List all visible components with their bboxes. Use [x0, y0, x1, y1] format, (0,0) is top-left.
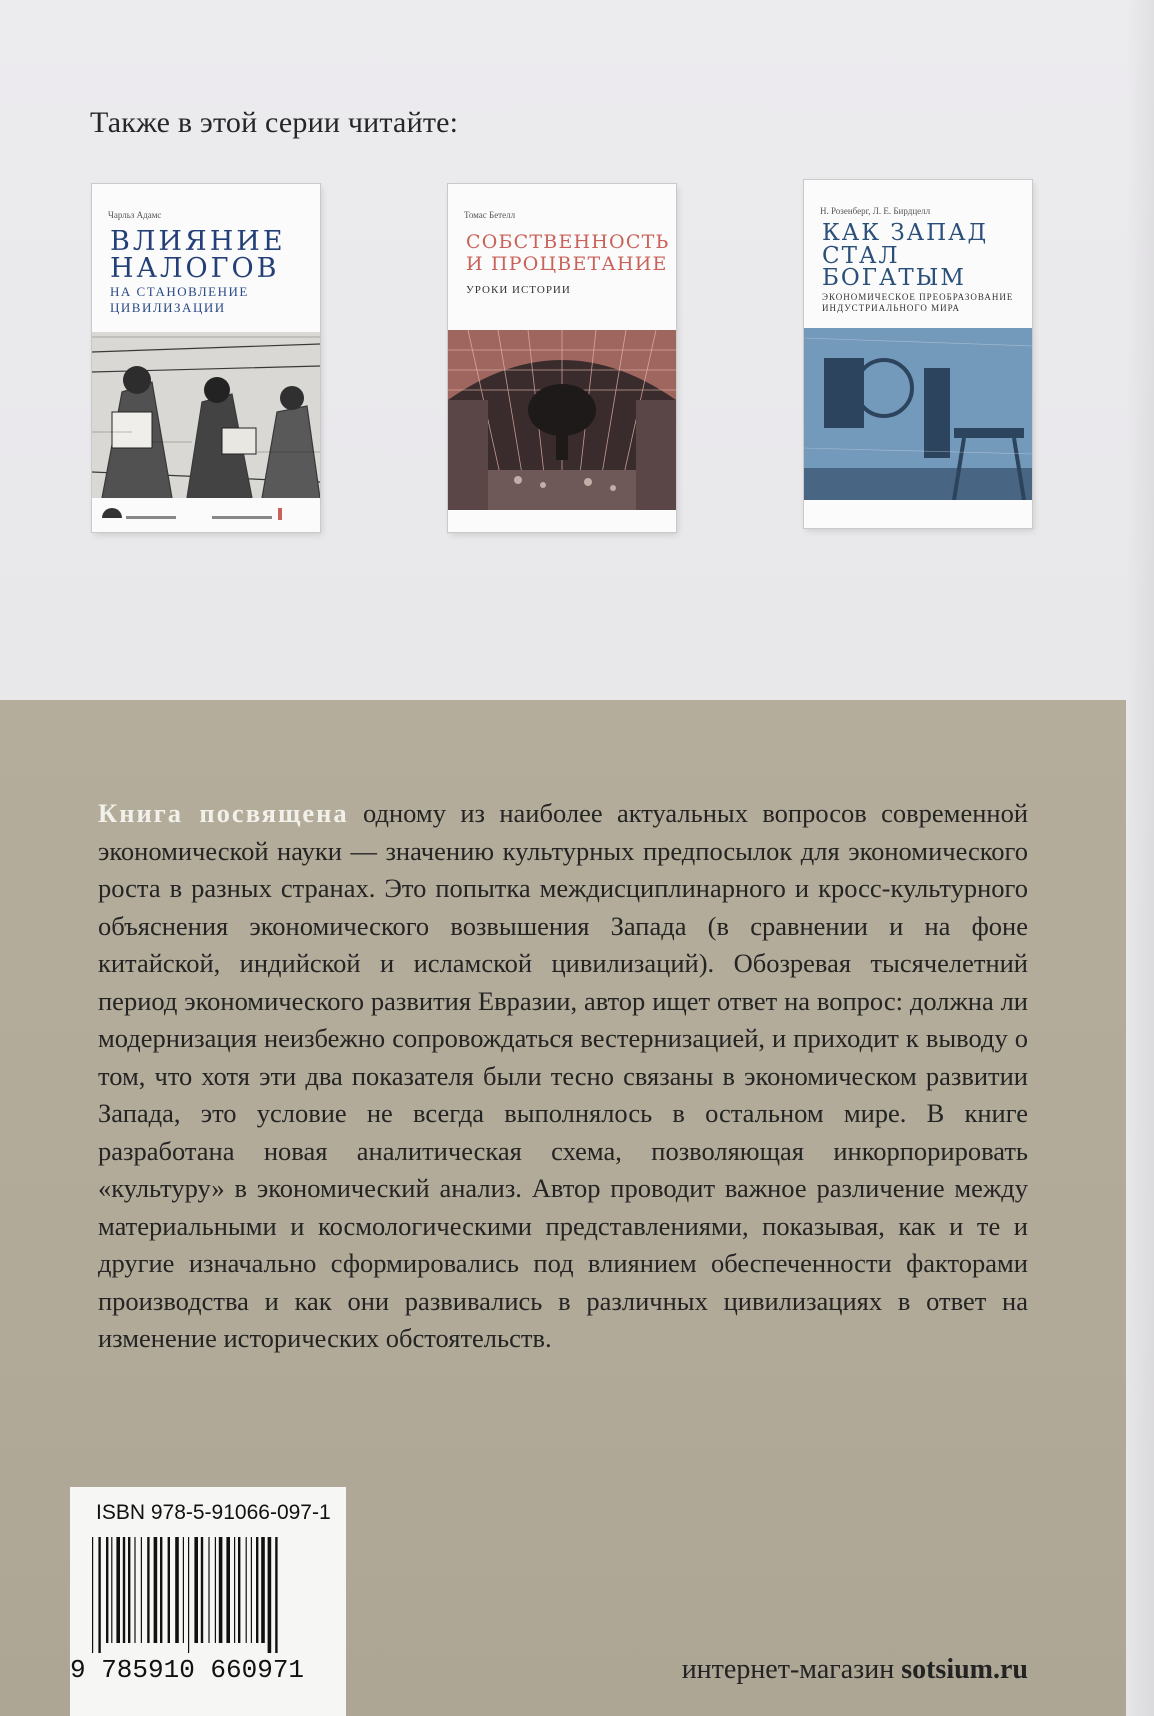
page-edge-shadow [1126, 0, 1154, 1716]
description-body: одному из наиболее актуальных вопросов современной экономической науки — значению культурных предпосылок для экономического роста в разных странах. Это попытка междисциплинарного и кросс-культурного объяснения экономического возвышения Запада (в сравнении и на фоне китайской, индийской и исламской цивилизаций). Обозревая тысячелетний период экономического развития Евразии, автор ищет ответ на вопрос: должна ли модернизация неизбежно сопровождаться вестернизацией, и приходит к выводу о том, что хотя эти два показателя были тесно связаны в экономическом развитии Запада, это условие не всегда выполнялось в остальном мире. В книге разработана новая аналитическая схема, позволяющая инкорпорировать «культуру» в экономический анализ. Автор проводит важное различение между материальными и космологическими представлениями, показывая, как и те и другие изначально сформировались под влиянием обеспеченности факторами производства и как они развивались в различных цивилизациях в ответ на изменение исторических обстоятельств. [98, 798, 1028, 1353]
shop-domain: sotsium.ru [901, 1654, 1028, 1685]
book-title-line: НАЛОГОВ [110, 253, 280, 284]
book-title [466, 232, 669, 276]
barcode [90, 1537, 326, 1653]
cover-illustration-workshop [804, 328, 1032, 500]
book-subtitle-line: ЦИВИЛИЗАЦИИ [110, 300, 226, 316]
book-subtitle [822, 292, 1013, 315]
book-cover-west-rich [804, 180, 1032, 528]
book-subtitle [110, 284, 249, 317]
book-cover-property [448, 184, 676, 532]
online-shop-line [682, 1654, 1028, 1686]
book-subtitle-line: НА СТАНОВЛЕНИЕ [110, 284, 249, 299]
book-subtitle-line: УРОКИ ИСТОРИИ [466, 284, 571, 296]
book-author: Томас Бетелл [464, 210, 516, 220]
barcode-digits: 9 785910 660971 [70, 1655, 305, 1685]
book-subtitle-line: ЭКОНОМИЧЕСКОЕ ПРЕОБРАЗОВАНИЕ [822, 292, 1014, 302]
cover-publisher-logos [92, 498, 320, 532]
cover-illustration-engraving [92, 332, 320, 498]
book-cover-taxes [92, 184, 320, 532]
book-title [822, 222, 988, 290]
book-title-line: БОГАТЫМ [822, 265, 966, 292]
isbn-barcode-box [70, 1487, 346, 1716]
book-author: Чарльз Адамс [108, 210, 162, 220]
book-title-line: ВЛИЯНИЕ [110, 226, 286, 257]
book-title-line: КАК ЗАПАД [822, 220, 989, 246]
book-title-line: И ПРОЦВЕТАНИЕ [466, 252, 668, 275]
book-subtitle [466, 284, 571, 298]
shop-prefix: интернет-магазин [681, 1654, 902, 1685]
series-heading: Также в этой серии читайте: [90, 106, 459, 139]
cover-illustration-crystal-palace [448, 330, 676, 510]
book-subtitle-line: ИНДУСТРИАЛЬНОГО МИРА [822, 303, 960, 314]
book-title-line: СТАЛ [822, 242, 900, 269]
book-author: Н. Розенберг, Л. Е. Бирдцелл [820, 206, 931, 216]
book-title-line: СОБСТВЕННОСТЬ [466, 231, 670, 253]
book-description [98, 795, 1028, 1358]
book-title [110, 228, 286, 282]
isbn-text: ISBN 978-5-91066-097-1 [96, 1501, 331, 1524]
description-lead: Книга посвящена [98, 798, 349, 828]
